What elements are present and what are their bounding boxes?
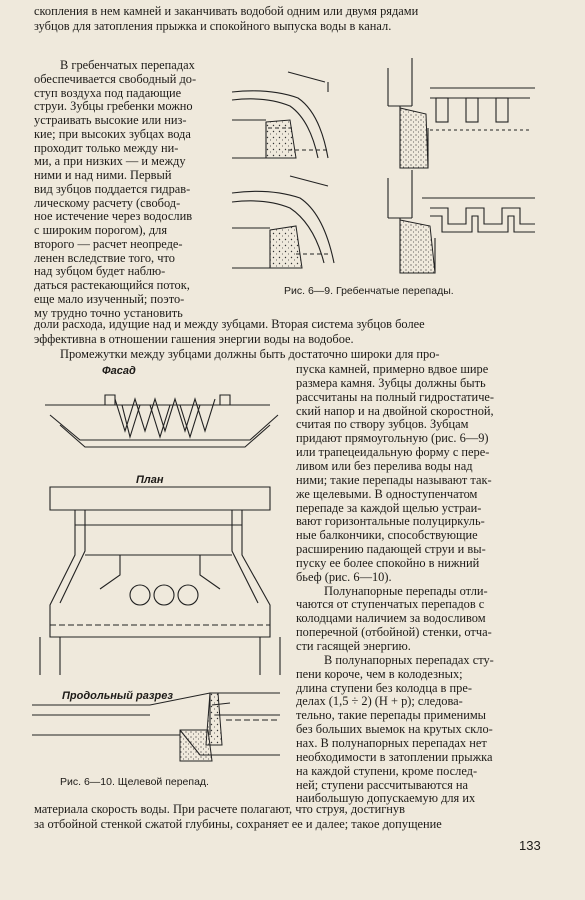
text-line: нах. В полунапорных перепадах нет (296, 735, 487, 750)
figure-6-10-caption: Рис. 6—10. Щелевой перепад. (60, 776, 209, 788)
text-line: проходит только между ни- (34, 140, 179, 155)
text-line: ними; такие перепады называют так- (296, 472, 492, 487)
text-line: ное истечение через водослив (34, 209, 193, 224)
text-line: же щелевыми. В одноступенчатом (296, 486, 478, 501)
text-line: ский напор и на двойной скоростной, (296, 403, 494, 418)
text-line: даться растекающийся поток, (34, 278, 190, 292)
figure-6-9-caption: Рис. 6—9. Гребенчатые перепады. (284, 285, 454, 297)
text-line: необходимости в затоплении прыжка (296, 749, 493, 764)
text-line: рассчитаны на полный гидростатиче- (296, 389, 495, 404)
text-line: чаются от ступенчатых перепадов с (296, 597, 485, 612)
text-line: скопления в нем камней и заканчивать водобой одним или двумя рядами (34, 4, 419, 18)
text-line: перепаде за каждой щелью устраи- (296, 500, 482, 515)
text-line: зубцов для затопления прыжка и спокойного выпуска воды в канал. (34, 19, 392, 33)
page-number: 133 (519, 838, 541, 853)
figure-6-9-drawing (230, 58, 540, 278)
text-line: за отбойной стенкой сжатой глубины, сохраняет ее и далее; такое допущение (34, 817, 442, 831)
text-line: поперечной (отбойной) стенки, отча- (296, 625, 492, 640)
text-line: ливом или без перелива воды над (296, 458, 473, 473)
text-line: Промежутки между зубцами должны быть достаточно широки для про- (60, 347, 440, 361)
section-label: Продольный разрез (62, 690, 173, 702)
text-line: ступ воздуха под падающие (34, 85, 182, 100)
text-line: еще мало изученный; поэто- (34, 291, 185, 306)
text-line: сти гасящей энергию. (296, 639, 411, 653)
text-line: размера камня. Зубцы должны быть (296, 375, 486, 390)
text-line: считая по створу зубцов. Зубцам (296, 417, 469, 432)
text-line: бьеф (рис. 6—10). (296, 569, 392, 584)
text-line: В гребенчатых перепадах (60, 58, 195, 72)
plan-label: План (136, 474, 164, 486)
text-line: пени короче, чем в колодезных; (296, 666, 463, 681)
text-line: эффективна в отношении гашения энергии воды на водобое. (34, 332, 354, 346)
text-line: без больших выемок на крутых скло- (296, 722, 493, 737)
text-line: длина ступени без колодца в пре- (296, 680, 472, 695)
text-line: над зубцом будет наблю- (34, 264, 166, 279)
text-line: устраивать высокие или низ- (34, 113, 187, 127)
text-line: пуска камней, примерно вдвое шире (296, 362, 489, 376)
text-line: ней; ступени рассчитываются на (296, 777, 469, 792)
text-line: с широким порогом), для (34, 223, 168, 237)
text-line: кие; при высоких зубцах вода (34, 126, 191, 141)
text-line: ними и над ними. Первый (34, 168, 172, 182)
text-line: делах (1,5 ÷ 2) (H + p); следова- (296, 694, 463, 709)
text-line: наибольшую допускаемую для их (296, 791, 476, 806)
text-line: материала скорость воды. При расчете полагают, что струя, достигнув (34, 802, 405, 816)
text-line: му трудно точно установить (34, 305, 183, 320)
text-line: обеспечивается свободный до- (34, 71, 197, 86)
text-line: ные балкончики, способствующие (296, 528, 478, 543)
figure-6-10-drawing (30, 375, 300, 770)
text-line: расширению падающей струи и вы- (296, 542, 486, 557)
text-line: В полунапорных перепадах сту- (324, 652, 494, 667)
text-line: Полунапорные перепады отли- (324, 583, 488, 598)
text-line: или трапецеидальную форму с пере- (296, 445, 490, 460)
text-line: ленен вследствие того, что (34, 250, 175, 265)
text-line: лическому расчету (свобод- (34, 195, 181, 210)
text-line: придают прямоугольную (рис. 6—9) (296, 431, 489, 446)
text-line: пуску ее более спокойно в нижний (296, 555, 480, 570)
text-line: доли расхода, идущие над и между зубцами. Вторая система зубцов более (34, 317, 425, 331)
text-line: вид зубцов поддается гидрав- (34, 181, 191, 196)
text-line: тельно, такие перепады применимы (296, 708, 486, 723)
facade-label: Фасад (102, 365, 136, 377)
text-line: струи. Зубцы гребенки можно (34, 99, 193, 114)
text-line: второго — расчет неопреде- (34, 236, 183, 251)
text-line: ми, а при низких — и между (34, 154, 186, 169)
text-line: колодцами наличием за водосливом (296, 611, 486, 626)
text-line: вают горизонтальные полуциркуль- (296, 514, 485, 529)
text-line: на каждой ступени, кроме послед- (296, 763, 478, 778)
